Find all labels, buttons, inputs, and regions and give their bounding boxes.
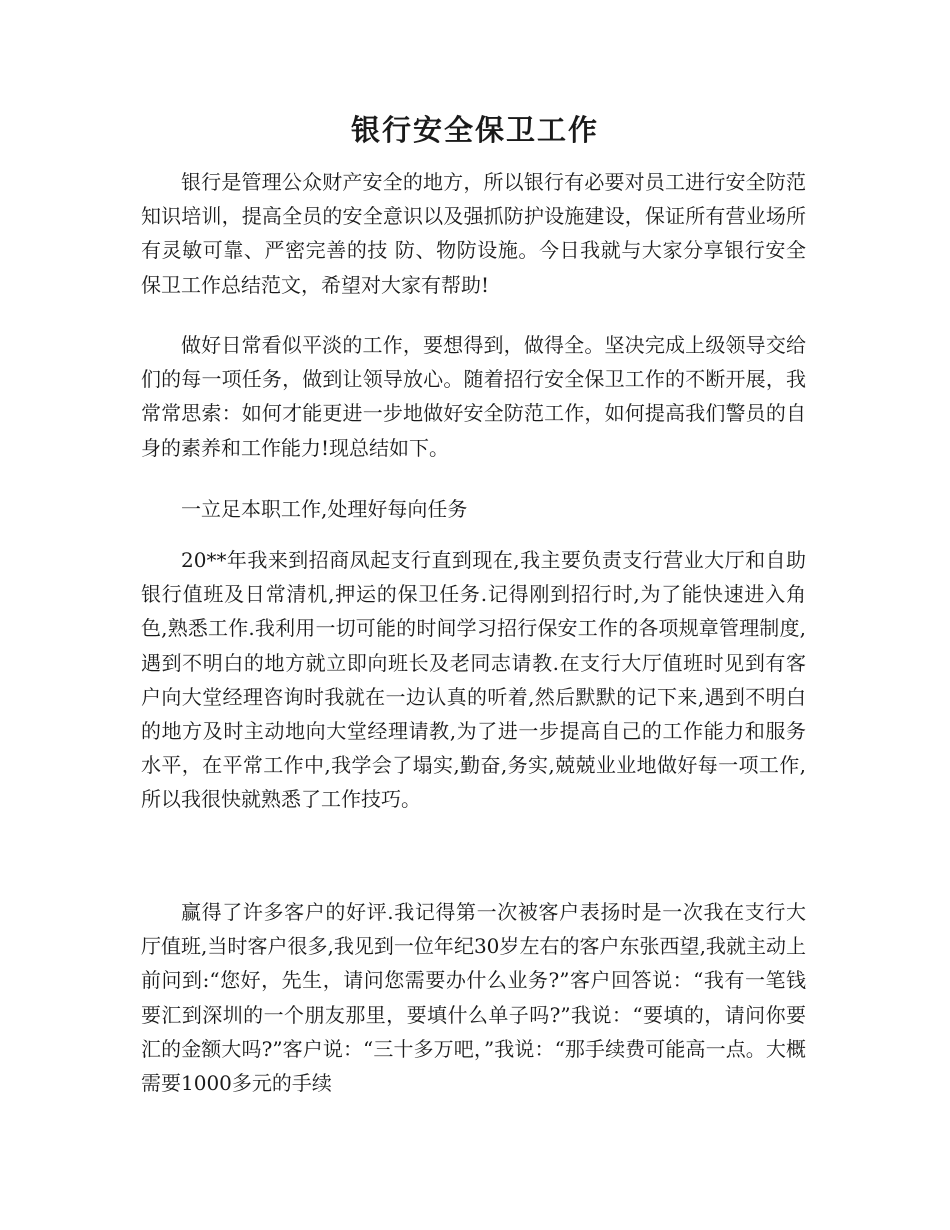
paragraph-customer-story: 赢得了许多客户的好评.我记得第一次被客户表扬时是一次我在支行大厅值班,当时客户很多,我见到一位年纪30岁左右的客户东张西望,我就主动上前问到:“您好，先生，请问您需要办什么业务?”客户回答说：“我有一笔钱要汇到深圳的一个朋友那里，要填什么单子吗?”我说：“要填的，请问你要汇的金额大吗?”客户说：“三十多万吧，”我说：“那手续费可能高一点。大概需要1000多元的手续 xyxy=(141,900,806,1096)
paragraph-daily-work: 做好日常看似平淡的工作，要想得到，做得全。坚决完成上级领导交给们的每一项任务，做到让领导放心。随着招行安全保卫工作的不断开展，我常常思索：如何才能更进一步地做好安全防范工作，如何提高我们警员的自身的素养和工作能力!现总结如下。 xyxy=(141,333,806,460)
paragraph-intro: 银行是管理公众财产安全的地方，所以银行有必要对员工进行安全防范知识培训，提高全员的安全意识以及强抓防护设施建设，保证所有营业场所有灵敏可靠、严密完善的技 防、物防设施。今日我就与大家分享银行安全保卫工作总结范文，希望对大家有帮助! xyxy=(141,170,806,297)
paragraph-experience: 20**年我来到招商凤起支行直到现在,我主要负责支行营业大厅和自助银行值班及日常清机,押运的保卫任务.记得刚到招行时,为了能快速进入角色,熟悉工作.我利用一切可能的时间学习招行保安工作的各项规章管理制度,遇到不明白的地方就立即向班长及老同志请教.在支行大厅值班时见到有客户向大堂经理咨询时我就在一边认真的听着,然后默默的记下来,遇到不明白的地方及时主动地向大堂经理请教,为了进一步提高自己的工作能力和服务水平，在平常工作中,我学会了塌实,勤奋,务实,兢兢业业地做好每一项工作,所以我很快就熟悉了工作技巧。 xyxy=(141,548,806,812)
document-title: 银行安全保卫工作 xyxy=(350,113,599,147)
section-heading: 一立足本职工作,处理好每向任务 xyxy=(181,497,468,521)
